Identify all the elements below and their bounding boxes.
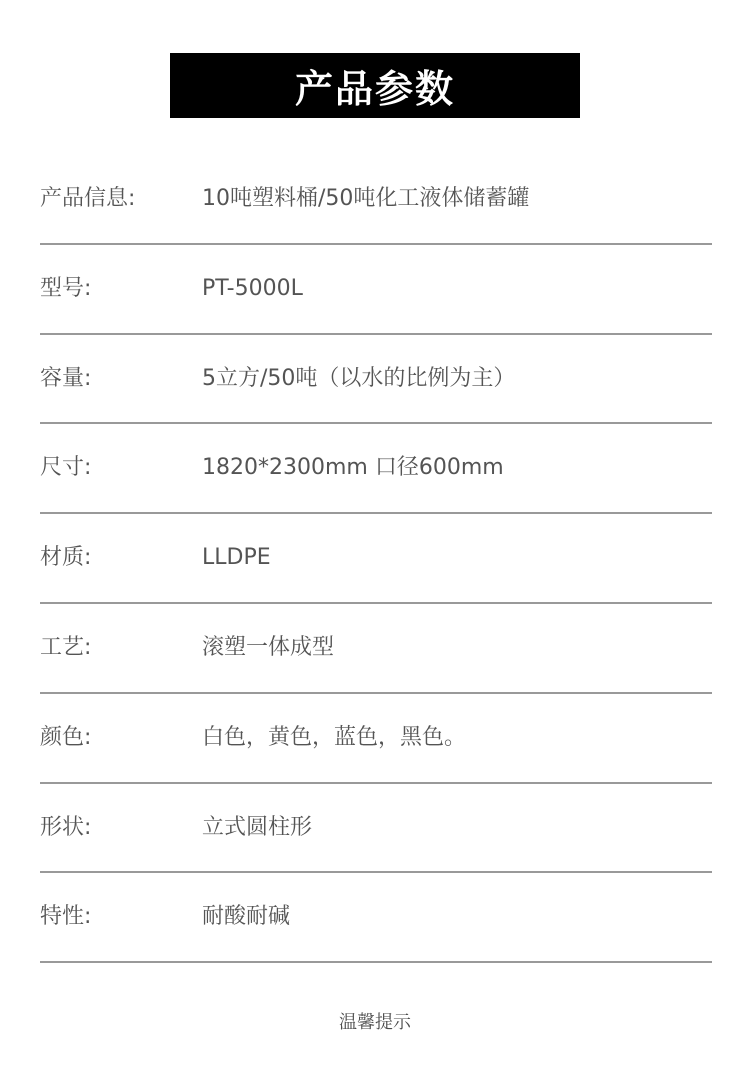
spec-value: 10吨塑料桶/50吨化工液体储蓄罐 <box>202 186 530 212</box>
spec-row-color <box>40 694 712 784</box>
spec-label: 型号: <box>40 275 92 301</box>
spec-row-process <box>40 604 712 694</box>
spec-label: 产品信息: <box>40 186 136 212</box>
product-parameters-section <box>0 53 750 1034</box>
footer-note: 温馨提示 <box>339 1012 411 1034</box>
spec-label: 材质: <box>40 545 92 571</box>
spec-row-material <box>40 514 712 604</box>
spec-value: 滚塑一体成型 <box>202 635 335 661</box>
spec-label: 特性: <box>40 904 92 930</box>
section-title-banner <box>170 53 580 118</box>
spec-value: 白色，黄色，蓝色，黑色。 <box>202 724 467 750</box>
spec-row-capacity <box>40 335 712 425</box>
spec-label: 容量: <box>40 365 92 391</box>
spec-value: 1820*2300mm 口径600mm <box>202 455 504 481</box>
spec-row-product-info <box>40 155 712 245</box>
spec-row-shape <box>40 784 712 874</box>
spec-value: PT-5000L <box>202 275 303 301</box>
spec-label: 尺寸: <box>40 455 92 481</box>
spec-label: 工艺: <box>40 635 92 661</box>
section-title: 产品参数 <box>294 67 455 111</box>
spec-label: 形状: <box>40 814 92 840</box>
spec-table <box>40 155 712 963</box>
spec-row-feature <box>40 873 712 963</box>
spec-value: 立式圆柱形 <box>202 814 313 840</box>
spec-label: 颜色: <box>40 724 92 750</box>
spec-value: 5立方/50吨（以水的比例为主） <box>202 365 516 391</box>
spec-value: LLDPE <box>202 545 271 571</box>
spec-row-dimensions <box>40 424 712 514</box>
spec-row-model <box>40 245 712 335</box>
spec-value: 耐酸耐碱 <box>202 904 291 930</box>
